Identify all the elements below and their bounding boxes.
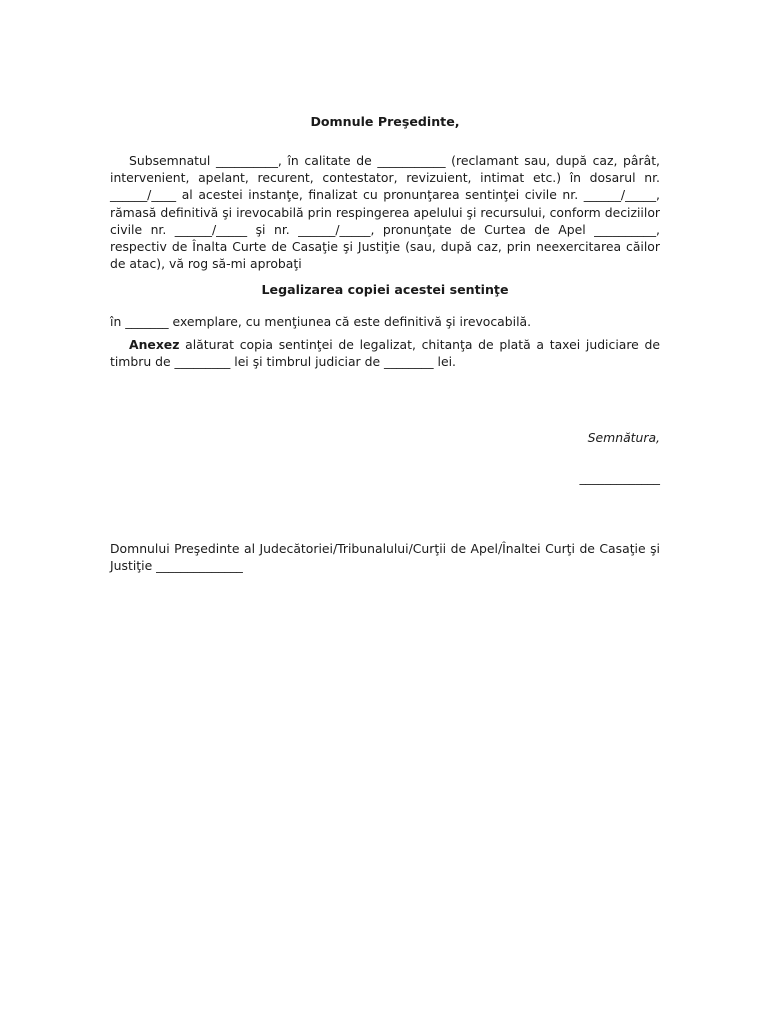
annex-label: Anexez [129, 337, 180, 352]
signature-line: _____________ [579, 470, 660, 485]
annex-text: alăturat copia sentinţei de legalizat, chitanţa de plată a taxei judiciare de timbru de _________ lei şi timbrul judiciar de ________ lei. [110, 337, 660, 370]
signature-label: Semnătura, [587, 430, 660, 445]
intro-paragraph: Subsemnatul __________, în calitate de ___________ (reclamant sau, după caz, pârât, intervenient, apelant, recurent, contestator, revizuient, intimat etc.) în dosarul nr. ______/____ al acestei instanţe, finalizat cu pronunţarea sentinţei civile nr. ______/_____, rămasă definitivă şi irevocabilă prin respingerea apelului şi recursului, conform deciziilor civile nr. ______/_____ şi nr. ______/_____, pronunţate de Curtea de Apel __________, respectiv de Înalta Curte de Casaţie şi Justiţie (sau, după caz, prin neexercitarea căilor de atac), vă rog să-mi aprobaţi [110, 153, 660, 272]
addressee-paragraph: Domnului Preşedinte al Judecătoriei/Tribunalului/Curţii de Apel/Înaltei Curţi de Casaţie şi Justiţie ______________ [110, 541, 660, 574]
page-title: Domnule Preşedinte, [310, 114, 460, 129]
copies-paragraph: în _______ exemplare, cu menţiunea că este definitivă şi irevocabilă. [110, 314, 532, 329]
annex-paragraph [110, 336, 660, 370]
request-subtitle: Legalizarea copiei acestei sentinţe [261, 282, 509, 297]
